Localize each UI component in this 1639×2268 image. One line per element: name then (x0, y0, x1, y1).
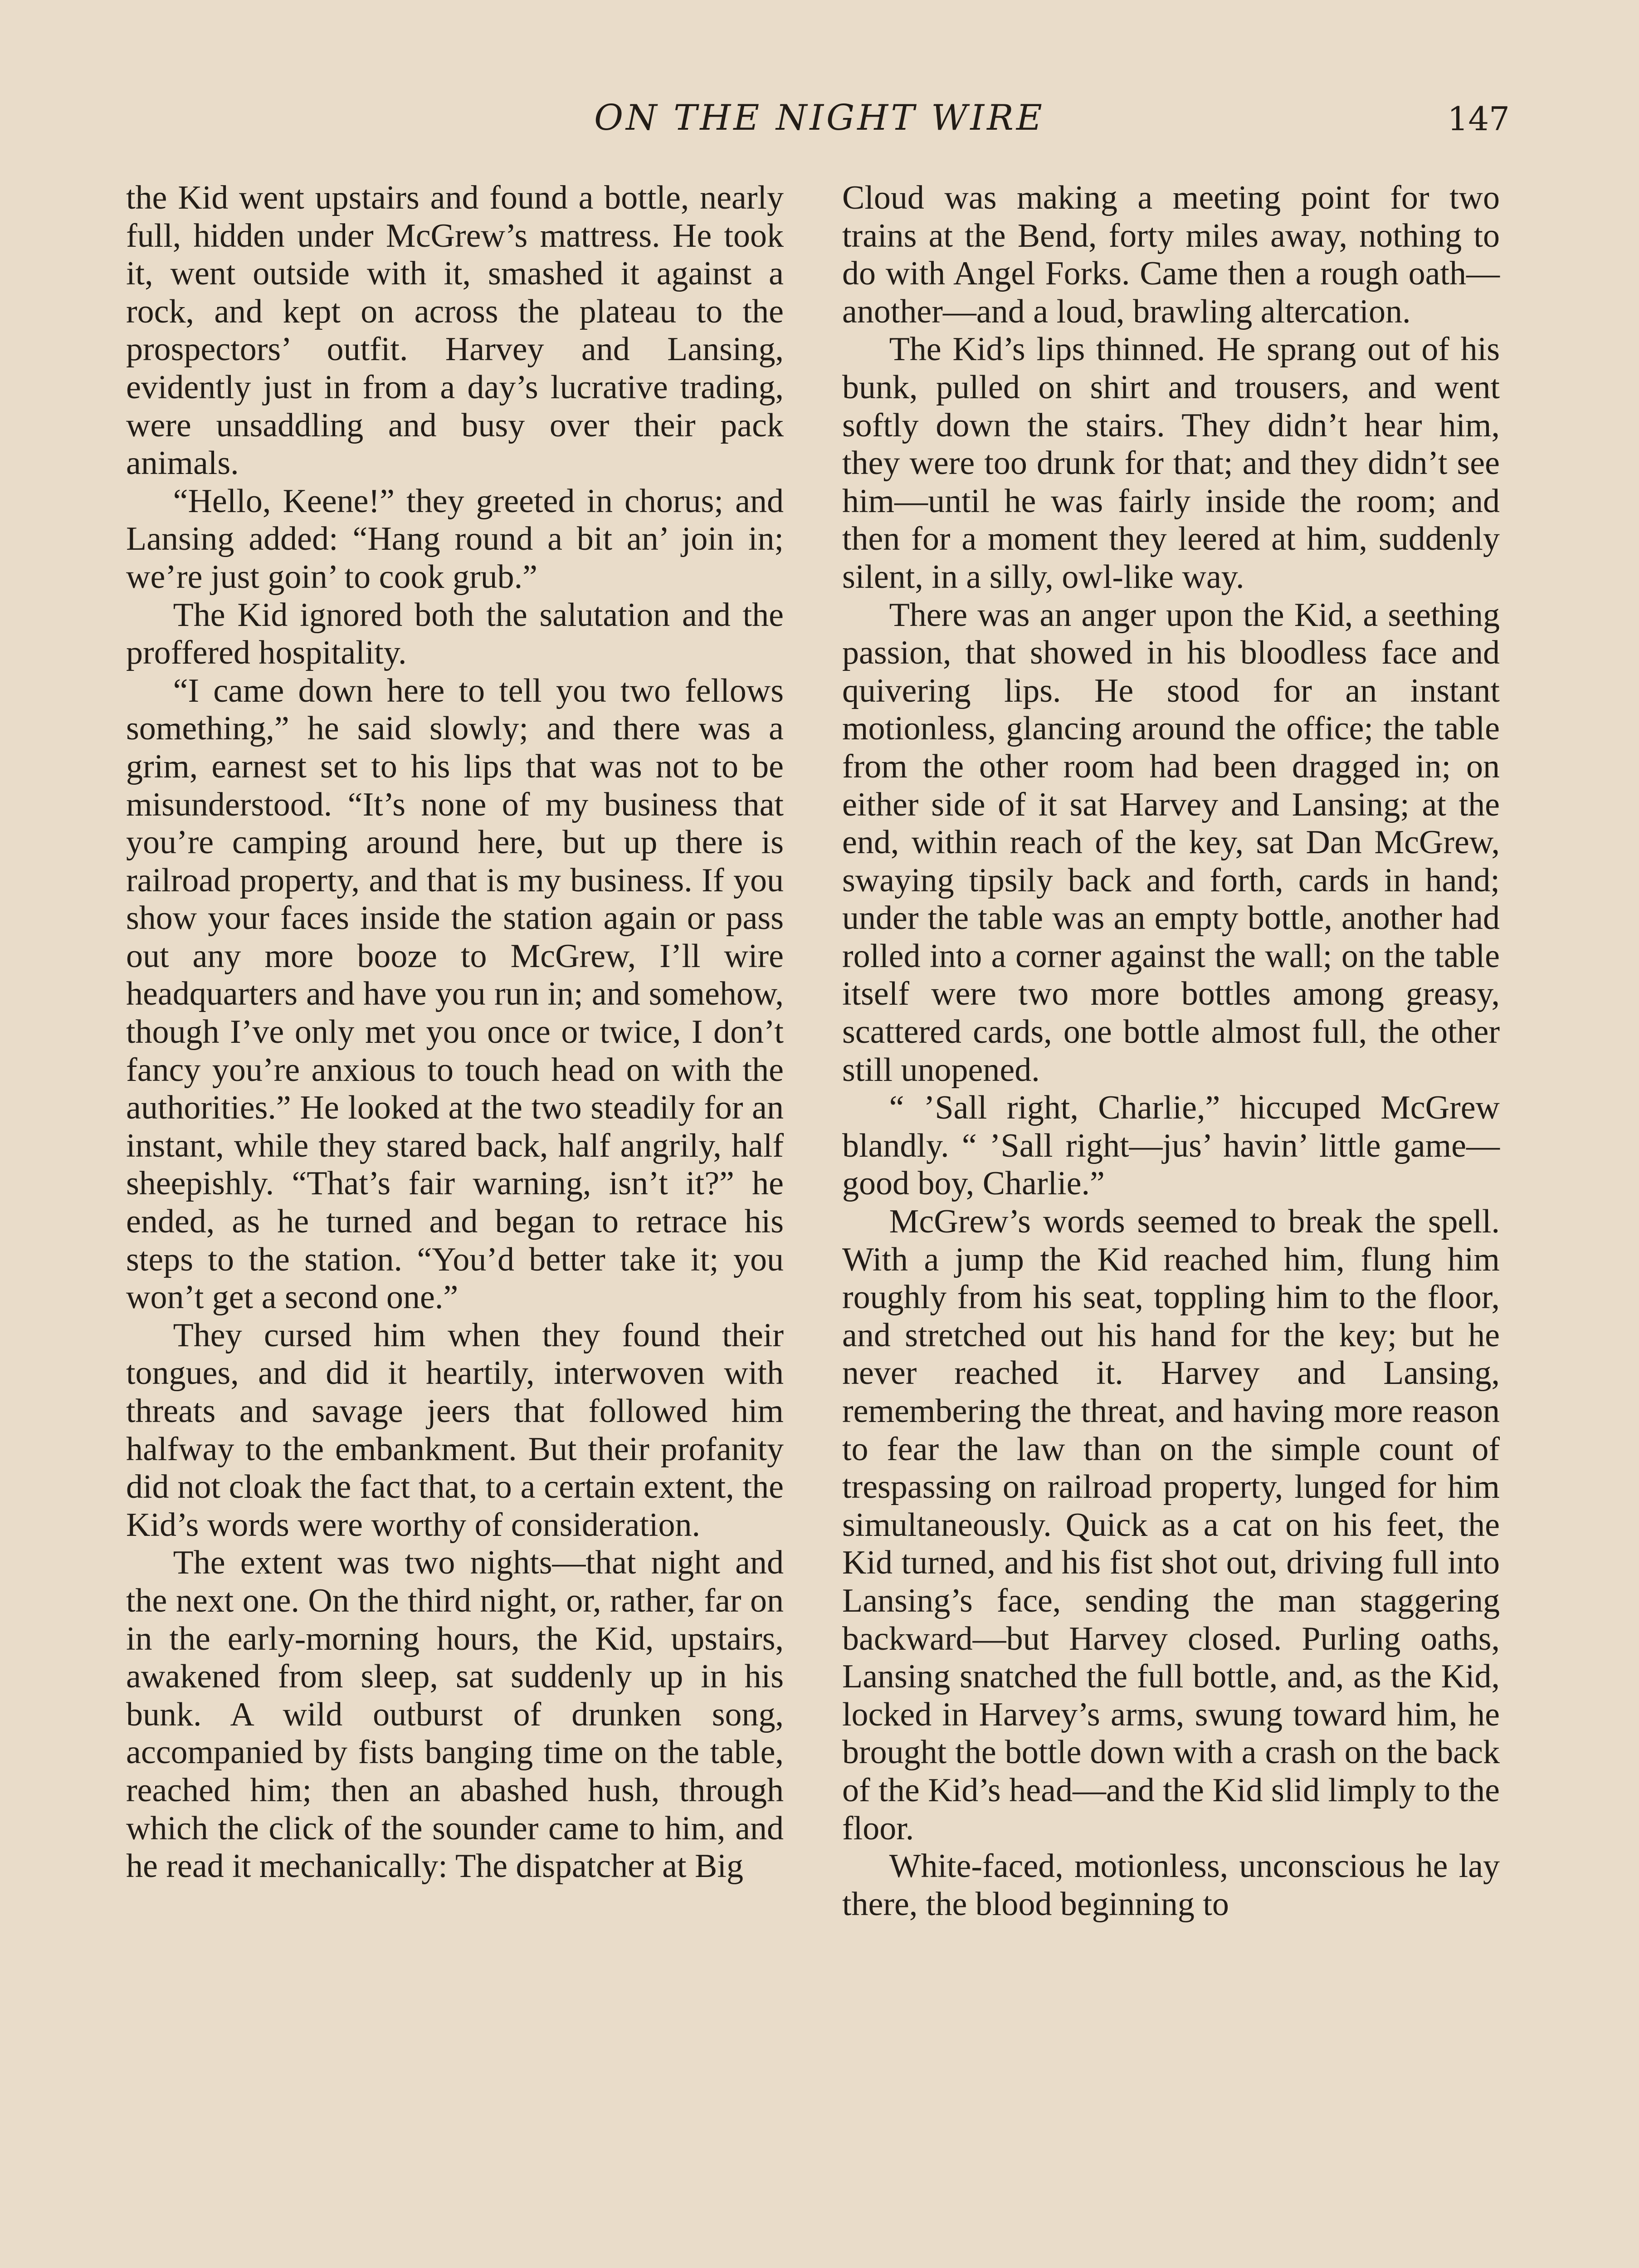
paragraph: They cursed him when they found their tongues, and did it heartily, interwoven with threats and savage jeers that followed him halfway to the embankment. But their profanity did not cloak the fact that, to a certain extent, the Kid’s words were worthy of consideration. (126, 1316, 784, 1544)
paragraph: McGrew’s words seemed to break the spell. With a jump the Kid reached him, flung him roughly from his seat, toppling him to the floor, and stretched out his hand for the key; but he never reached it. Harvey and Lansing, remembering the threat, and having more reason to fear the law than on the simple count of trespassing on railroad property, lunged for him simultaneously. Quick as a cat on his feet, the Kid turned, and his fist shot out, driving full into Lansing’s face, sending the man staggering backward—but Harvey closed. Purling oaths, Lansing snatched the full bottle, and, as the Kid, locked in Harvey’s arms, swung toward him, he brought the bottle down with a crash on the back of the Kid’s head—and the Kid slid limply to the floor. (842, 1203, 1500, 1847)
left-column (126, 179, 784, 1886)
running-title: ON THE NIGHT WIRE (594, 98, 1045, 138)
paragraph: “I came down here to tell you two fellows something,” he said slowly; and there was a grim, earnest set to his lips that was not to be misunderstood. “It’s none of my business that you’re camping around here, but up there is railroad property, and that is my business. If you show your faces inside the station again or pass out any more booze to McGrew, I’ll wire headquarters and have you run in; and somehow, though I’ve only met you once or twice, I don’t fancy you’re anxious to touch head on with the authorities.” He looked at the two steadily for an instant, while they stared back, half angrily, half sheepishly. “That’s fair warning, isn’t it?” he ended, as he turned and began to retrace his steps to the station. “You’d better take it; you won’t get a second one.” (126, 672, 784, 1316)
paragraph: White-faced, motionless, unconscious he lay there, the blood beginning to (842, 1848, 1500, 1923)
right-column (842, 179, 1500, 1923)
paragraph: The extent was two nights—that night and the next one. On the third night, or, rather, far on in the early-morning hours, the Kid, upstairs, awakened from sleep, sat suddenly up in his bunk. A wild outburst of drunken song, accompanied by fists banging time on the table, reached him; then an abashed hush, through which the click of the sounder came to him, and he read it mechanically: The dispatcher at Big (126, 1544, 784, 1885)
paragraph: “ ’Sall right, Charlie,” hiccuped McGrew blandly. “ ’Sall right—jus’ havin’ little game—good boy, Charlie.” (842, 1089, 1500, 1202)
paragraph: Cloud was making a meeting point for two trains at the Bend, forty miles away, nothing to do with Angel Forks. Came then a rough oath—another—and a loud, brawling altercation. (842, 179, 1500, 330)
page-number: 147 (1447, 100, 1510, 138)
paragraph: “Hello, Keene!” they greeted in chorus; and Lansing added: “Hang round a bit an’ join in; we’re just goin’ to cook grub.” (126, 482, 784, 596)
paragraph: The Kid ignored both the salutation and the proffered hospitality. (126, 596, 784, 672)
paragraph: There was an anger upon the Kid, a seething passion, that showed in his bloodless face and quivering lips. He stood for an instant motionless, glancing around the office; the table from the other room had been dragged in; on either side of it sat Harvey and Lansing; at the end, within reach of the key, sat Dan McGrew, swaying tipsily back and forth, cards in hand; under the table was an empty bottle, another had rolled into a corner against the wall; on the table itself were two more bottles among greasy, scattered cards, one bottle almost full, the other still unopened. (842, 596, 1500, 1089)
paragraph: The Kid’s lips thinned. He sprang out of his bunk, pulled on shirt and trousers, and went softly down the stairs. They didn’t hear him, they were too drunk for that; and they didn’t see him—until he was fairly inside the room; and then for a moment they leered at him, suddenly silent, in a silly, owl-like way. (842, 331, 1500, 596)
paragraph: the Kid went upstairs and found a bottle, nearly full, hidden under McGrew’s mattress. He took it, went outside with it, smashed it against a rock, and kept on across the plateau to the prospectors’ outfit. Harvey and Lansing, evidently just in from a day’s lucrative trading, were unsaddling and busy over their pack animals. (126, 179, 784, 482)
